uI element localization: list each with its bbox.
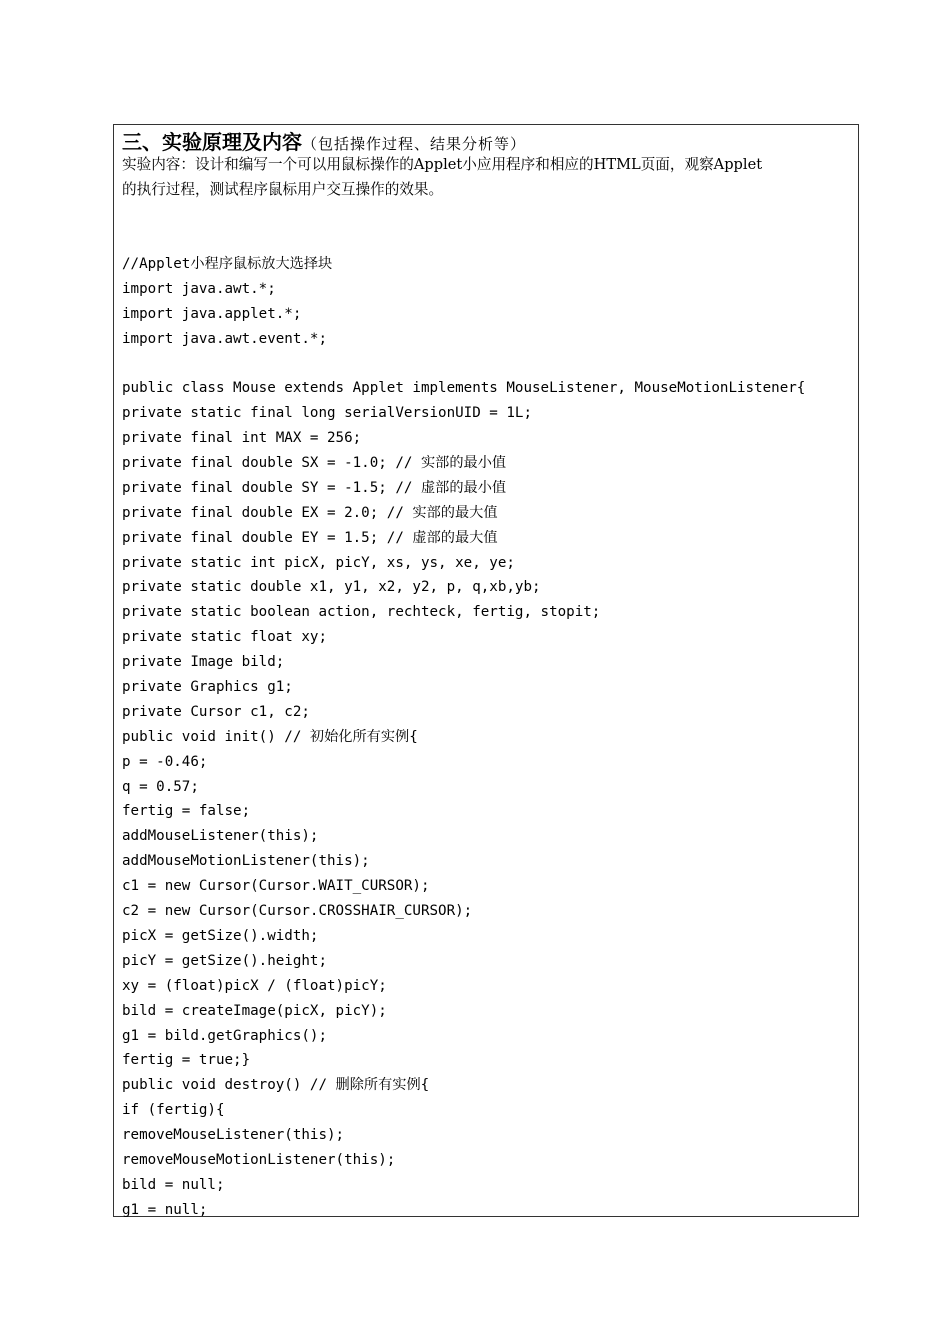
code-line: private Graphics g1; (122, 679, 293, 696)
code-line: public class Mouse extends Applet implements MouseListener, MouseMotionListener{ (122, 380, 806, 397)
code-listing (122, 227, 852, 1223)
code-line: private static int picX, picY, xs, ys, xe, ye; (122, 554, 515, 571)
code-line: removeMouseListener(this); (122, 1127, 345, 1144)
code-line: private final int MAX = 256; (122, 430, 362, 447)
code-line: c1 = new Cursor(Cursor.WAIT_CURSOR); (122, 878, 430, 895)
code-line: picX = getSize().width; (122, 927, 319, 944)
intro-line: 的执行过程，测试程序鼠标用户交互操作的效果。 (122, 181, 444, 198)
code-line: addMouseMotionListener(this); (122, 853, 370, 870)
code-line: if (fertig){ (122, 1102, 225, 1119)
intro-line: 实验内容：设计和编写一个可以用鼠标操作的Applet小应用程序和相应的HTML页面，观察Applet (122, 156, 763, 173)
code-line: private final double SY = -1.5; // 虚部的最小值 (122, 479, 507, 496)
code-line: //Applet小程序鼠标放大选择块 (122, 255, 333, 272)
code-line: fertig = true;} (122, 1052, 251, 1069)
code-line: private Cursor c1, c2; (122, 703, 310, 720)
code-line (122, 351, 852, 376)
code-line: g1 = null; (122, 1201, 208, 1218)
code-line: import java.awt.event.*; (122, 330, 327, 347)
code-line: removeMouseMotionListener(this); (122, 1151, 396, 1168)
code-line: c2 = new Cursor(Cursor.CROSSHAIR_CURSOR); (122, 903, 473, 920)
code-line: addMouseListener(this); (122, 828, 319, 845)
code-line: g1 = bild.getGraphics(); (122, 1027, 327, 1044)
code-line: xy = (float)picX / (float)picY; (122, 977, 387, 994)
code-line: private static double x1, y1, x2, y2, p, q,xb,yb; (122, 579, 541, 596)
code-line: public void init() // 初始化所有实例{ (122, 728, 418, 745)
code-line: private static boolean action, rechteck, fertig, stopit; (122, 604, 601, 621)
code-line: private final double SX = -1.0; // 实部的最小值 (122, 455, 507, 472)
code-line: fertig = false; (122, 803, 251, 820)
experiment-description (122, 152, 852, 202)
section-subtitle: （包括操作过程、结果分析等） (302, 135, 527, 153)
code-line: q = 0.57; (122, 778, 199, 795)
code-line (122, 227, 852, 252)
code-line: import java.awt.*; (122, 280, 276, 297)
code-line: public void destroy() // 删除所有实例{ (122, 1077, 430, 1094)
code-line: bild = createImage(picX, picY); (122, 1002, 387, 1019)
section-title: 三、实验原理及内容 (122, 130, 302, 154)
code-line: import java.applet.*; (122, 305, 302, 322)
code-line: picY = getSize().height; (122, 952, 327, 969)
code-line: bild = null; (122, 1176, 225, 1193)
code-line: private Image bild; (122, 654, 285, 671)
section-heading (122, 126, 526, 155)
code-line: p = -0.46; (122, 753, 208, 770)
code-line: private final double EX = 2.0; // 实部的最大值 (122, 504, 498, 521)
code-line: private final double EY = 1.5; // 虚部的最大值 (122, 529, 498, 546)
code-line: private static final long serialVersionUID = 1L; (122, 405, 532, 422)
code-line: private static float xy; (122, 629, 327, 646)
